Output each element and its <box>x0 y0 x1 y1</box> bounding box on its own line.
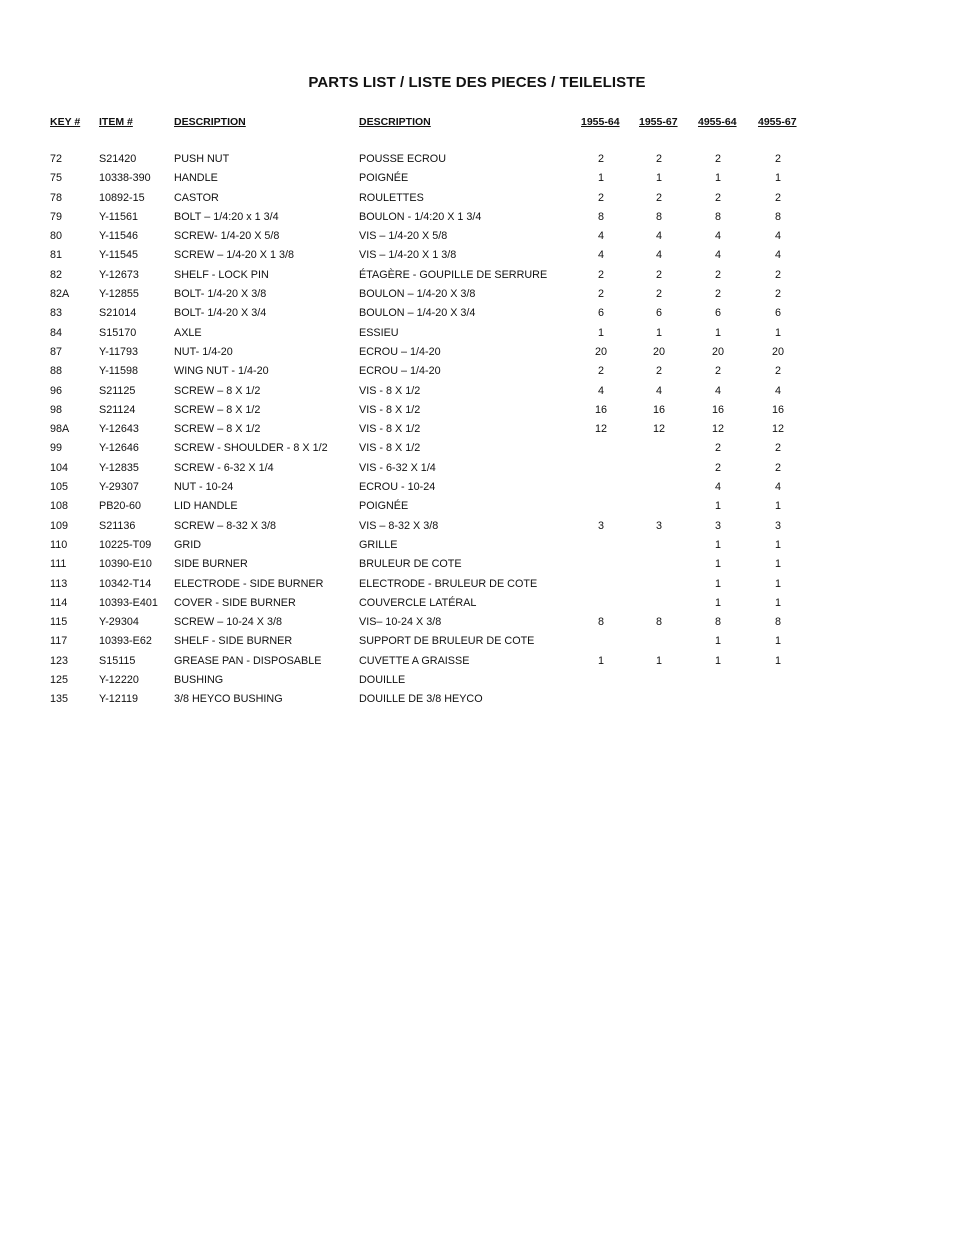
table-row <box>0 614 954 633</box>
item-number-cell: S21124 <box>99 403 136 416</box>
table-row <box>0 691 954 710</box>
quantity-cell: 4 <box>655 249 662 262</box>
description-fr-cell: VIS - 8 X 1/2 <box>359 384 421 397</box>
description-fr-cell: BRULEUR DE COTE <box>359 558 462 571</box>
quantity-cell: 4 <box>714 230 721 243</box>
quantity-cell: 1 <box>655 326 662 339</box>
quantity-cell: 12 <box>652 423 665 436</box>
description-fr-cell: VIS - 8 X 1/2 <box>359 442 421 455</box>
quantity-cell: 12 <box>771 423 784 436</box>
description-fr-cell: ECROU - 10-24 <box>359 481 436 494</box>
description-cell: SCREW – 8-32 X 3/8 <box>174 519 277 532</box>
quantity-cell: 3 <box>655 519 662 532</box>
quantity-cell: 8 <box>655 210 662 223</box>
quantity-cell: 4 <box>655 384 662 397</box>
quantity-cell: 8 <box>597 616 604 629</box>
quantity-cell: 2 <box>714 191 721 204</box>
description-fr-cell: VIS - 8 X 1/2 <box>359 423 421 436</box>
table-row <box>0 363 954 382</box>
table-row <box>0 421 954 440</box>
description-cell: COVER - SIDE BURNER <box>174 596 296 609</box>
table-row <box>0 228 954 247</box>
key-cell: 78 <box>50 191 63 204</box>
key-cell: 123 <box>50 654 69 667</box>
quantity-cell: 3 <box>597 519 604 532</box>
item-number-cell: 10393-E401 <box>99 596 158 609</box>
description-cell: NUT - 10-24 <box>174 481 234 494</box>
quantity-cell: 1 <box>774 500 781 513</box>
item-number-cell: Y-11545 <box>99 249 139 262</box>
quantity-cell: 20 <box>594 345 607 358</box>
quantity-cell: 2 <box>597 153 604 165</box>
item-number-cell: Y-11546 <box>99 230 139 243</box>
header-model-4955-67: 4955-67 <box>758 116 797 128</box>
quantity-cell: 2 <box>774 191 781 204</box>
quantity-cell: 2 <box>655 191 662 204</box>
description-fr-cell: DOUILLE DE 3/8 HEYCO <box>359 693 483 706</box>
quantity-cell: 1 <box>714 558 721 571</box>
quantity-cell: 2 <box>655 288 662 301</box>
description-fr-cell: VIS - 6-32 X 1/4 <box>359 461 436 474</box>
table-row <box>0 576 954 595</box>
item-number-cell: S21125 <box>99 384 136 397</box>
quantity-cell: 2 <box>714 365 721 378</box>
key-cell: 105 <box>50 481 69 494</box>
quantity-cell: 2 <box>714 153 721 165</box>
item-number-cell: Y-12646 <box>99 442 139 455</box>
quantity-cell: 8 <box>714 616 721 629</box>
quantity-cell: 4 <box>774 384 781 397</box>
description-cell: SCREW – 8 X 1/2 <box>174 384 261 397</box>
quantity-cell: 1 <box>774 172 781 185</box>
table-row <box>0 151 954 170</box>
key-cell: 79 <box>50 210 63 223</box>
quantity-cell: 20 <box>771 345 784 358</box>
quantity-cell: 8 <box>655 616 662 629</box>
key-cell: 135 <box>50 693 69 706</box>
description-fr-cell: COUVERCLE LATÉRAL <box>359 596 477 609</box>
table-row <box>0 190 954 209</box>
quantity-cell: 4 <box>597 230 604 243</box>
quantity-cell: 1 <box>774 596 781 609</box>
key-cell: 84 <box>50 326 63 339</box>
quantity-cell: 16 <box>594 403 607 416</box>
item-number-cell: S15170 <box>99 326 137 339</box>
header-key: KEY # <box>50 116 81 128</box>
quantity-cell: 4 <box>714 481 721 494</box>
table-row <box>0 440 954 459</box>
description-fr-cell: VIS – 1/4-20 X 1 3/8 <box>359 249 457 262</box>
key-cell: 109 <box>50 519 69 532</box>
item-number-cell: S21014 <box>99 307 137 320</box>
description-fr-cell: POIGNÉE <box>359 500 409 513</box>
description-fr-cell: ROULETTES <box>359 191 424 204</box>
quantity-cell: 1 <box>774 558 781 571</box>
key-cell: 80 <box>50 230 63 243</box>
table-row <box>0 325 954 344</box>
key-cell: 98 <box>50 403 63 416</box>
key-cell: 114 <box>50 596 68 609</box>
table-row <box>0 633 954 652</box>
description-cell: HANDLE <box>174 172 218 185</box>
description-cell: SCREW – 10-24 X 3/8 <box>174 616 283 629</box>
quantity-cell: 1 <box>714 500 721 513</box>
key-cell: 115 <box>50 616 68 629</box>
item-number-cell: Y-12220 <box>99 674 139 687</box>
table-row <box>0 402 954 421</box>
quantity-cell: 1 <box>714 538 721 551</box>
description-fr-cell: GRILLE <box>359 538 398 551</box>
key-cell: 98A <box>50 423 70 436</box>
key-cell: 87 <box>50 345 63 358</box>
table-row <box>0 479 954 498</box>
table-row <box>0 247 954 266</box>
item-number-cell: 10225-T09 <box>99 538 152 551</box>
description-cell: SCREW - 6-32 X 1/4 <box>174 461 274 474</box>
table-row <box>0 498 954 517</box>
quantity-cell: 1 <box>774 635 781 648</box>
description-cell: BOLT- 1/4-20 X 3/8 <box>174 288 267 301</box>
quantity-cell: 1 <box>774 654 781 667</box>
table-row <box>0 170 954 189</box>
quantity-cell: 16 <box>771 403 784 416</box>
quantity-cell: 2 <box>714 442 721 455</box>
quantity-cell: 1 <box>597 654 604 667</box>
description-cell: BOLT – 1/4:20 x 1 3/4 <box>174 210 279 223</box>
quantity-cell: 1 <box>714 172 721 185</box>
quantity-cell: 1 <box>714 596 721 609</box>
description-fr-cell: DOUILLE <box>359 674 406 687</box>
item-number-cell: Y-12673 <box>99 268 139 281</box>
description-cell: SCREW – 8 X 1/2 <box>174 423 261 436</box>
quantity-cell: 2 <box>597 288 604 301</box>
quantity-cell: 20 <box>652 345 665 358</box>
table-row <box>0 595 954 614</box>
page-title: PARTS LIST / LISTE DES PIECES / TEILELISTE <box>308 74 646 91</box>
quantity-cell: 1 <box>597 326 604 339</box>
description-fr-cell: VIS - 8 X 1/2 <box>359 403 421 416</box>
description-cell: SCREW – 1/4-20 X 1 3/8 <box>174 249 295 262</box>
table-header <box>0 116 954 130</box>
parts-table-body <box>0 151 954 711</box>
quantity-cell: 2 <box>774 442 781 455</box>
description-fr-cell: ELECTRODE - BRULEUR DE COTE <box>359 577 538 590</box>
key-cell: 96 <box>50 384 63 397</box>
quantity-cell: 2 <box>774 268 781 281</box>
quantity-cell: 4 <box>774 230 781 243</box>
quantity-cell: 2 <box>655 153 662 165</box>
item-number-cell: Y-11598 <box>99 365 139 378</box>
table-row <box>0 653 954 672</box>
table-row <box>0 267 954 286</box>
description-cell: SHELF - LOCK PIN <box>174 268 269 281</box>
quantity-cell: 16 <box>711 403 724 416</box>
quantity-cell: 8 <box>774 210 781 223</box>
item-number-cell: Y-29304 <box>99 616 139 629</box>
item-number-cell: 10342-T14 <box>99 577 152 590</box>
quantity-cell: 4 <box>597 249 604 262</box>
quantity-cell: 3 <box>714 519 721 532</box>
quantity-cell: 1 <box>714 654 721 667</box>
item-number-cell: PB20-60 <box>99 500 142 513</box>
key-cell: 82 <box>50 268 63 281</box>
quantity-cell: 2 <box>774 153 781 165</box>
description-cell: BUSHING <box>174 674 224 687</box>
key-cell: 117 <box>50 635 68 648</box>
key-cell: 75 <box>50 172 63 185</box>
key-cell: 72 <box>50 153 63 165</box>
header-model-1955-64: 1955-64 <box>581 116 620 128</box>
quantity-cell: 2 <box>774 365 781 378</box>
key-cell: 83 <box>50 307 63 320</box>
description-cell: CASTOR <box>174 191 219 204</box>
description-fr-cell: SUPPORT DE BRULEUR DE COTE <box>359 635 535 648</box>
description-fr-cell: BOULON – 1/4-20 X 3/4 <box>359 307 476 320</box>
quantity-cell: 1 <box>655 172 662 185</box>
item-number-cell: 10393-E62 <box>99 635 152 648</box>
description-cell: WING NUT - 1/4-20 <box>174 365 269 378</box>
quantity-cell: 6 <box>774 307 781 320</box>
quantity-cell: 8 <box>774 616 781 629</box>
quantity-cell: 2 <box>655 365 662 378</box>
item-number-cell: Y-12119 <box>99 693 139 706</box>
quantity-cell: 1 <box>714 326 721 339</box>
description-fr-cell: ECROU – 1/4-20 <box>359 345 441 358</box>
description-cell: NUT- 1/4-20 <box>174 345 233 358</box>
key-cell: 110 <box>50 538 68 551</box>
quantity-cell: 6 <box>655 307 662 320</box>
quantity-cell: 1 <box>774 538 781 551</box>
description-cell: GRID <box>174 538 201 551</box>
item-number-cell: S21136 <box>99 519 136 532</box>
description-fr-cell: ECROU – 1/4-20 <box>359 365 441 378</box>
description-fr-cell: VIS– 10-24 X 3/8 <box>359 616 442 629</box>
quantity-cell: 1 <box>714 635 721 648</box>
key-cell: 82A <box>50 288 70 301</box>
item-number-cell: Y-29307 <box>99 481 139 494</box>
key-cell: 125 <box>50 674 69 687</box>
quantity-cell: 2 <box>774 461 781 474</box>
table-row <box>0 556 954 575</box>
table-row <box>0 460 954 479</box>
table-row <box>0 672 954 691</box>
header-description: DESCRIPTION <box>174 116 246 128</box>
description-cell: PUSH NUT <box>174 153 230 165</box>
quantity-cell: 6 <box>714 307 721 320</box>
description-fr-cell: ESSIEU <box>359 326 399 339</box>
quantity-cell: 4 <box>597 384 604 397</box>
quantity-cell: 6 <box>597 307 604 320</box>
quantity-cell: 2 <box>597 268 604 281</box>
quantity-cell: 1 <box>655 654 662 667</box>
quantity-cell: 4 <box>774 249 781 262</box>
header-item: ITEM # <box>99 116 133 128</box>
quantity-cell: 20 <box>711 345 724 358</box>
item-number-cell: Y-12835 <box>99 461 139 474</box>
item-number-cell: 10338-390 <box>99 172 151 185</box>
description-fr-cell: BOULON - 1/4:20 X 1 3/4 <box>359 210 482 223</box>
quantity-cell: 4 <box>714 384 721 397</box>
description-cell: SCREW - SHOULDER - 8 X 1/2 <box>174 442 328 455</box>
key-cell: 88 <box>50 365 63 378</box>
description-cell: SCREW – 8 X 1/2 <box>174 403 261 416</box>
key-cell: 111 <box>50 558 67 571</box>
item-number-cell: S21420 <box>99 153 137 165</box>
description-fr-cell: ÉTAGÈRE - GOUPILLE DE SERRURE <box>359 268 548 281</box>
table-row <box>0 209 954 228</box>
header-model-1955-67: 1955-67 <box>639 116 678 128</box>
description-cell: SIDE BURNER <box>174 558 248 571</box>
quantity-cell: 2 <box>714 268 721 281</box>
table-row <box>0 305 954 324</box>
description-cell: LID HANDLE <box>174 500 238 513</box>
item-number-cell: Y-11793 <box>99 345 139 358</box>
quantity-cell: 2 <box>714 461 721 474</box>
table-row <box>0 537 954 556</box>
key-cell: 99 <box>50 442 63 455</box>
quantity-cell: 4 <box>655 230 662 243</box>
quantity-cell: 4 <box>714 249 721 262</box>
quantity-cell: 1 <box>774 577 781 590</box>
description-cell: SCREW- 1/4-20 X 5/8 <box>174 230 280 243</box>
description-cell: GREASE PAN - DISPOSABLE <box>174 654 322 667</box>
quantity-cell: 2 <box>597 191 604 204</box>
table-row <box>0 286 954 305</box>
quantity-cell: 2 <box>597 365 604 378</box>
quantity-cell: 1 <box>714 577 721 590</box>
item-number-cell: Y-11561 <box>99 210 139 223</box>
quantity-cell: 16 <box>652 403 665 416</box>
description-fr-cell: BOULON – 1/4-20 X 3/8 <box>359 288 476 301</box>
quantity-cell: 2 <box>774 288 781 301</box>
table-row <box>0 518 954 537</box>
key-cell: 81 <box>50 249 63 262</box>
quantity-cell: 3 <box>774 519 781 532</box>
description-cell: 3/8 HEYCO BUSHING <box>174 693 283 706</box>
item-number-cell: Y-12855 <box>99 288 139 301</box>
key-cell: 108 <box>50 500 69 513</box>
description-fr-cell: POIGNÉE <box>359 172 409 185</box>
description-fr-cell: CUVETTE A GRAISSE <box>359 654 470 667</box>
item-number-cell: S15115 <box>99 654 136 667</box>
description-cell: SHELF - SIDE BURNER <box>174 635 293 648</box>
item-number-cell: 10390-E10 <box>99 558 152 571</box>
quantity-cell: 12 <box>594 423 607 436</box>
description-fr-cell: VIS – 8-32 X 3/8 <box>359 519 439 532</box>
description-cell: BOLT- 1/4-20 X 3/4 <box>174 307 267 320</box>
header-model-4955-64: 4955-64 <box>698 116 737 128</box>
key-cell: 113 <box>50 577 68 590</box>
table-row <box>0 344 954 363</box>
quantity-cell: 8 <box>597 210 604 223</box>
description-fr-cell: VIS – 1/4-20 X 5/8 <box>359 230 448 243</box>
quantity-cell: 4 <box>774 481 781 494</box>
quantity-cell: 1 <box>597 172 604 185</box>
quantity-cell: 2 <box>714 288 721 301</box>
key-cell: 104 <box>50 461 69 474</box>
quantity-cell: 12 <box>711 423 724 436</box>
item-number-cell: 10892-15 <box>99 191 145 204</box>
quantity-cell: 1 <box>774 326 781 339</box>
quantity-cell: 2 <box>655 268 662 281</box>
description-cell: ELECTRODE - SIDE BURNER <box>174 577 324 590</box>
header-description-fr: DESCRIPTION <box>359 116 431 128</box>
item-number-cell: Y-12643 <box>99 423 139 436</box>
table-row <box>0 383 954 402</box>
description-fr-cell: POUSSE ECROU <box>359 153 446 165</box>
description-cell: AXLE <box>174 326 202 339</box>
quantity-cell: 8 <box>714 210 721 223</box>
